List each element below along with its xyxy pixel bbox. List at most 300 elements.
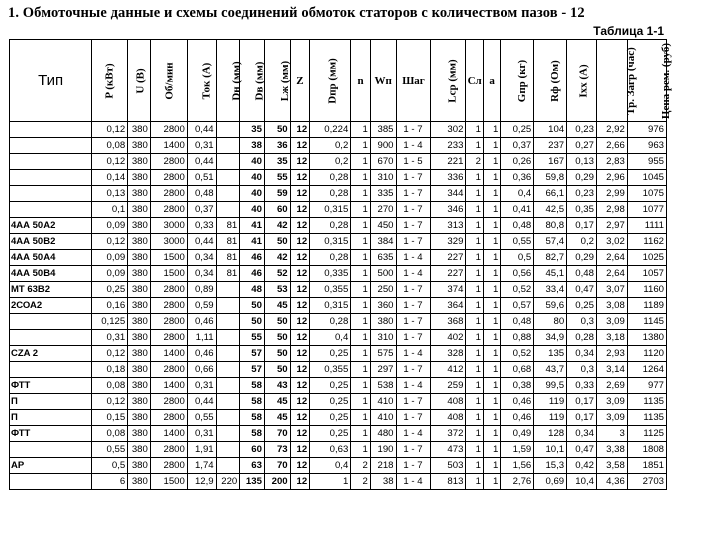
table-cell: 1 xyxy=(466,282,483,298)
table-cell: 42 xyxy=(264,250,290,266)
table-cell xyxy=(216,202,240,218)
table-cell: 0,52 xyxy=(501,346,534,362)
motor-type-cell: CZA 2 xyxy=(10,346,92,362)
column-header: Ток (А) xyxy=(187,40,216,122)
table-cell: 1 - 4 xyxy=(396,378,431,394)
table-cell: 0,57 xyxy=(501,298,534,314)
table-cell: 0,36 xyxy=(501,170,534,186)
table-cell: 0,69 xyxy=(534,474,567,490)
table-cell: 1 - 7 xyxy=(396,410,431,426)
table-cell: 1808 xyxy=(627,442,666,458)
table-cell: 0,335 xyxy=(310,266,351,282)
table-cell: 0,12 xyxy=(92,154,128,170)
table-cell: 1,11 xyxy=(187,330,216,346)
table-cell: 0,13 xyxy=(92,186,128,202)
table-cell: 0,89 xyxy=(187,282,216,298)
table-cell: 380 xyxy=(128,426,151,442)
table-cell: 3000 xyxy=(150,218,187,234)
table-cell: 237 xyxy=(534,138,567,154)
table-cell: 0,55 xyxy=(501,234,534,250)
table-cell: 0,49 xyxy=(501,426,534,442)
table-cell: 1500 xyxy=(150,250,187,266)
table-cell: 3,02 xyxy=(596,234,627,250)
table-row xyxy=(10,378,667,394)
table-row xyxy=(10,266,667,282)
table-row xyxy=(10,314,667,330)
table-cell: 1 xyxy=(483,186,500,202)
table-cell: 0,3 xyxy=(567,314,597,330)
table-cell: 0,16 xyxy=(92,298,128,314)
table-cell: 1 xyxy=(351,250,371,266)
table-cell: 0,09 xyxy=(92,218,128,234)
table-cell: 45 xyxy=(264,298,290,314)
table-cell: 380 xyxy=(128,298,151,314)
motor-type-cell: ФТТ xyxy=(10,426,92,442)
table-cell: 2800 xyxy=(150,122,187,138)
table-cell: 0,17 xyxy=(567,218,597,234)
table-cell: 380 xyxy=(128,122,151,138)
table-cell: 380 xyxy=(128,234,151,250)
table-cell: 0,4 xyxy=(501,186,534,202)
table-cell: 1 xyxy=(351,186,371,202)
winding-data-table xyxy=(9,39,672,490)
table-cell: 380 xyxy=(128,202,151,218)
table-cell: 81 xyxy=(216,266,240,282)
table-cell: 12 xyxy=(290,378,310,394)
table-cell: 1 - 7 xyxy=(396,234,431,250)
table-cell: 0,08 xyxy=(92,138,128,154)
table-cell: 1 xyxy=(466,362,483,378)
table-cell: 380 xyxy=(128,282,151,298)
table-cell: 1 xyxy=(466,266,483,282)
table-cell: 1 xyxy=(351,394,371,410)
table-cell: 38 xyxy=(240,138,265,154)
table-cell: 227 xyxy=(431,250,466,266)
table-row xyxy=(10,202,667,218)
table-cell: 0,33 xyxy=(567,378,597,394)
table-cell: 40 xyxy=(240,154,265,170)
table-cell: 58 xyxy=(240,378,265,394)
table-cell: 1 xyxy=(483,282,500,298)
table-cell: 1 - 7 xyxy=(396,186,431,202)
table-cell: 218 xyxy=(370,458,396,474)
table-cell: 0,56 xyxy=(501,266,534,282)
table-cell: 40 xyxy=(240,202,265,218)
table-cell: 0,68 xyxy=(501,362,534,378)
table-cell: 42 xyxy=(264,218,290,234)
table-cell xyxy=(216,122,240,138)
table-cell: 1 xyxy=(466,234,483,250)
table-cell: 50 xyxy=(264,346,290,362)
table-cell: 380 xyxy=(128,314,151,330)
table-cell: 1 xyxy=(483,442,500,458)
table-cell: 48 xyxy=(240,282,265,298)
table-cell: 2,92 xyxy=(596,122,627,138)
table-cell: 0,37 xyxy=(501,138,534,154)
table-cell: 0,23 xyxy=(567,122,597,138)
table-cell: 15,3 xyxy=(534,458,567,474)
motor-type-cell: 4АА 50В2 xyxy=(10,234,92,250)
motor-type-cell: 4АА 50А4 xyxy=(10,250,92,266)
table-cell: 35 xyxy=(240,122,265,138)
table-cell: 57 xyxy=(240,346,265,362)
table-cell: 2800 xyxy=(150,170,187,186)
motor-type-cell: АР xyxy=(10,458,92,474)
table-row xyxy=(10,122,667,138)
table-cell: 380 xyxy=(128,362,151,378)
table-cell: 1 - 7 xyxy=(396,282,431,298)
table-cell: 10,1 xyxy=(534,442,567,458)
table-cell: 12,9 xyxy=(187,474,216,490)
table-cell: 1 xyxy=(483,266,500,282)
table-cell: 1 xyxy=(466,218,483,234)
table-cell: 60 xyxy=(240,442,265,458)
table-cell: 0,28 xyxy=(310,186,351,202)
table-cell: 1 xyxy=(466,250,483,266)
table-cell: 0,37 xyxy=(187,202,216,218)
table-cell: 50 xyxy=(264,122,290,138)
motor-type-cell xyxy=(10,362,92,378)
table-cell: 0,315 xyxy=(310,234,351,250)
column-header: Цена рем. (руб) xyxy=(627,40,666,122)
table-cell: 57,4 xyxy=(534,234,567,250)
table-cell xyxy=(216,170,240,186)
motor-type-cell xyxy=(10,122,92,138)
table-cell: 1 xyxy=(351,298,371,314)
table-cell: 1 xyxy=(483,378,500,394)
table-cell: 12 xyxy=(290,266,310,282)
table-cell: 0,46 xyxy=(501,410,534,426)
motor-type-cell: П xyxy=(10,410,92,426)
table-cell: 1380 xyxy=(627,330,666,346)
column-header: Z xyxy=(290,40,310,122)
table-cell: 59,8 xyxy=(534,170,567,186)
table-cell: 380 xyxy=(128,378,151,394)
table-cell: 329 xyxy=(431,234,466,250)
table-cell xyxy=(216,378,240,394)
table-cell: 635 xyxy=(370,250,396,266)
table-cell: 1851 xyxy=(627,458,666,474)
table-cell: 1 - 7 xyxy=(396,170,431,186)
table-cell xyxy=(216,314,240,330)
table-cell: 1135 xyxy=(627,410,666,426)
table-cell: 1045 xyxy=(627,170,666,186)
table-cell: 1 - 7 xyxy=(396,314,431,330)
table-cell: 57 xyxy=(240,362,265,378)
column-header: Шаг xyxy=(396,40,431,122)
column-header: Тр. Загр (час) xyxy=(596,40,627,122)
table-cell: 0,44 xyxy=(187,122,216,138)
table-cell: 0,34 xyxy=(567,346,597,362)
table-cell: 3,08 xyxy=(596,298,627,314)
table-cell: 12 xyxy=(290,298,310,314)
table-cell: 380 xyxy=(128,186,151,202)
table-cell: 1 xyxy=(351,346,371,362)
table-cell: 0,25 xyxy=(567,298,597,314)
table-cell: 12 xyxy=(290,154,310,170)
table-cell: 346 xyxy=(431,202,466,218)
table-cell: 1400 xyxy=(150,138,187,154)
table-cell: 12 xyxy=(290,122,310,138)
table-cell: 135 xyxy=(240,474,265,490)
table-cell: 270 xyxy=(370,202,396,218)
table-cell: 12 xyxy=(290,458,310,474)
table-cell: 1400 xyxy=(150,426,187,442)
column-header: Тип xyxy=(10,40,92,122)
table-cell: 336 xyxy=(431,170,466,186)
table-cell: 55 xyxy=(264,170,290,186)
table-cell: 2,96 xyxy=(596,170,627,186)
table-cell: 2800 xyxy=(150,410,187,426)
table-cell: 0,09 xyxy=(92,250,128,266)
table-cell: 259 xyxy=(431,378,466,394)
table-cell: 963 xyxy=(627,138,666,154)
table-cell: 1 xyxy=(483,426,500,442)
table-cell: 0,59 xyxy=(187,298,216,314)
table-cell: 0,08 xyxy=(92,426,128,442)
table-cell: 1189 xyxy=(627,298,666,314)
table-cell: 1 xyxy=(351,218,371,234)
table-cell: 0,17 xyxy=(567,394,597,410)
table-cell: 50 xyxy=(240,314,265,330)
motor-type-cell xyxy=(10,186,92,202)
table-cell: 0,88 xyxy=(501,330,534,346)
table-cell: 0,31 xyxy=(187,138,216,154)
table-cell: 0,55 xyxy=(187,410,216,426)
table-cell: 380 xyxy=(128,474,151,490)
table-cell: 1 - 7 xyxy=(396,298,431,314)
table-cell: 0,26 xyxy=(501,154,534,170)
table-cell: 0,2 xyxy=(310,154,351,170)
table-cell: 0,48 xyxy=(567,266,597,282)
table-row xyxy=(10,362,667,378)
table-cell: 1125 xyxy=(627,426,666,442)
table-cell: 1400 xyxy=(150,346,187,362)
table-cell: 473 xyxy=(431,442,466,458)
table-cell: 1 xyxy=(466,330,483,346)
table-cell: 1 - 4 xyxy=(396,426,431,442)
table-cell xyxy=(216,138,240,154)
table-cell: 2800 xyxy=(150,458,187,474)
table-cell: 3000 xyxy=(150,234,187,250)
table-cell: 12 xyxy=(290,330,310,346)
table-cell: 1 xyxy=(466,394,483,410)
table-cell: 503 xyxy=(431,458,466,474)
table-cell xyxy=(216,282,240,298)
table-cell: 10,4 xyxy=(567,474,597,490)
table-cell: 2,69 xyxy=(596,378,627,394)
table-cell: 0,66 xyxy=(187,362,216,378)
motor-type-cell xyxy=(10,170,92,186)
motor-type-cell: 4АА 50В4 xyxy=(10,266,92,282)
table-row xyxy=(10,426,667,442)
column-header: Dпр (мм) xyxy=(310,40,351,122)
table-cell: 380 xyxy=(128,138,151,154)
table-cell: 1 xyxy=(351,266,371,282)
column-header: U (В) xyxy=(128,40,151,122)
table-cell: 3,07 xyxy=(596,282,627,298)
column-header: Gпр (кг) xyxy=(501,40,534,122)
table-cell: 12 xyxy=(290,442,310,458)
table-cell: 1075 xyxy=(627,186,666,202)
table-cell: 41 xyxy=(240,234,265,250)
table-cell: 408 xyxy=(431,410,466,426)
table-cell: 2800 xyxy=(150,330,187,346)
table-cell: 6 xyxy=(92,474,128,490)
table-cell: 12 xyxy=(290,282,310,298)
table-cell: 1 xyxy=(310,474,351,490)
table-cell: 4,36 xyxy=(596,474,627,490)
table-cell: 40 xyxy=(240,170,265,186)
table-cell: 0,14 xyxy=(92,170,128,186)
table-cell: 1 xyxy=(351,410,371,426)
table-cell: 50 xyxy=(264,362,290,378)
table-cell: 250 xyxy=(370,282,396,298)
column-header: Iхх (А) xyxy=(567,40,597,122)
table-cell: 1077 xyxy=(627,202,666,218)
table-cell: 0,35 xyxy=(567,202,597,218)
table-cell: 81 xyxy=(216,234,240,250)
table-cell: 385 xyxy=(370,122,396,138)
table-cell: 35 xyxy=(264,154,290,170)
table-cell: 900 xyxy=(370,138,396,154)
table-cell: 45 xyxy=(264,410,290,426)
table-cell: 128 xyxy=(534,426,567,442)
table-cell: 42,5 xyxy=(534,202,567,218)
table-cell: 313 xyxy=(431,218,466,234)
table-cell: 2800 xyxy=(150,442,187,458)
table-cell: 2800 xyxy=(150,362,187,378)
table-caption: Таблица 1-1 xyxy=(593,24,664,38)
table-cell: 50 xyxy=(264,234,290,250)
table-cell: 0,4 xyxy=(310,458,351,474)
table-cell: 0,315 xyxy=(310,202,351,218)
table-cell: 0,5 xyxy=(92,458,128,474)
table-cell: 2800 xyxy=(150,154,187,170)
column-header: Dн (мм) xyxy=(216,40,240,122)
motor-type-cell: ФТТ xyxy=(10,378,92,394)
table-cell: 1145 xyxy=(627,314,666,330)
table-cell: 36 xyxy=(264,138,290,154)
table-cell: 1 xyxy=(351,426,371,442)
table-cell: 12 xyxy=(290,314,310,330)
table-cell: 0,28 xyxy=(310,170,351,186)
table-cell: 1 xyxy=(351,138,371,154)
table-cell: 40 xyxy=(240,186,265,202)
table-cell: 380 xyxy=(128,394,151,410)
table-row xyxy=(10,186,667,202)
table-cell xyxy=(216,154,240,170)
table-cell: 1,74 xyxy=(187,458,216,474)
column-header: Сл xyxy=(466,40,483,122)
table-cell: 1 xyxy=(466,202,483,218)
table-cell: 3,18 xyxy=(596,330,627,346)
table-cell: 233 xyxy=(431,138,466,154)
table-cell: 0,12 xyxy=(92,346,128,362)
table-cell: 50 xyxy=(264,314,290,330)
table-cell: 380 xyxy=(128,442,151,458)
table-cell: 0,51 xyxy=(187,170,216,186)
table-cell: 0,44 xyxy=(187,234,216,250)
table-cell: 2703 xyxy=(627,474,666,490)
table-cell: 1 - 7 xyxy=(396,218,431,234)
table-cell: 58 xyxy=(240,426,265,442)
table-cell: 0,27 xyxy=(567,138,597,154)
table-cell: 46 xyxy=(240,266,265,282)
table-row xyxy=(10,394,667,410)
table-cell: 1 xyxy=(351,314,371,330)
table-cell: 0,25 xyxy=(310,394,351,410)
column-header: n xyxy=(351,40,371,122)
table-cell xyxy=(216,458,240,474)
table-cell: 0,2 xyxy=(567,234,597,250)
table-cell: 59,6 xyxy=(534,298,567,314)
table-cell: 0,25 xyxy=(310,410,351,426)
table-cell: 1400 xyxy=(150,378,187,394)
table-row xyxy=(10,410,667,426)
table-cell: 53 xyxy=(264,282,290,298)
table-cell: 0,5 xyxy=(501,250,534,266)
table-cell: 1 xyxy=(466,426,483,442)
table-cell: 0,41 xyxy=(501,202,534,218)
table-cell: 1160 xyxy=(627,282,666,298)
table-cell: 670 xyxy=(370,154,396,170)
table-cell: 1 xyxy=(351,378,371,394)
table-cell: 2,66 xyxy=(596,138,627,154)
table-cell: 2800 xyxy=(150,282,187,298)
table-row xyxy=(10,282,667,298)
table-cell xyxy=(216,346,240,362)
table-cell: 0,44 xyxy=(187,394,216,410)
table-cell: 302 xyxy=(431,122,466,138)
table-body xyxy=(10,122,667,490)
table-cell: 45,1 xyxy=(534,266,567,282)
table-cell xyxy=(216,186,240,202)
table-cell xyxy=(216,442,240,458)
table-cell: 1 xyxy=(466,170,483,186)
table-cell: 82,7 xyxy=(534,250,567,266)
table-cell: 1 xyxy=(466,410,483,426)
table-cell: 0,15 xyxy=(92,410,128,426)
table-cell: 0,28 xyxy=(310,314,351,330)
motor-type-cell: 2СОА2 xyxy=(10,298,92,314)
table-cell: 0,224 xyxy=(310,122,351,138)
table-cell: 2 xyxy=(466,154,483,170)
table-cell xyxy=(216,426,240,442)
table-cell: 43 xyxy=(264,378,290,394)
table-cell: 221 xyxy=(431,154,466,170)
table-cell: 0,31 xyxy=(92,330,128,346)
table-cell: 2800 xyxy=(150,186,187,202)
table-cell: 1 xyxy=(483,314,500,330)
table-cell: 450 xyxy=(370,218,396,234)
table-row xyxy=(10,250,667,266)
table-cell: 0,12 xyxy=(92,394,128,410)
table-cell: 0,4 xyxy=(310,330,351,346)
table-cell: 1 xyxy=(351,234,371,250)
column-header: P (кВт) xyxy=(92,40,128,122)
table-cell: 380 xyxy=(128,170,151,186)
table-cell: 364 xyxy=(431,298,466,314)
motor-type-cell: МТ 63В2 xyxy=(10,282,92,298)
column-header: Rф (Ом) xyxy=(534,40,567,122)
table-cell: 410 xyxy=(370,410,396,426)
table-cell: 410 xyxy=(370,394,396,410)
table-cell: 2,64 xyxy=(596,266,627,282)
table-cell: 12 xyxy=(290,186,310,202)
table-cell: 1025 xyxy=(627,250,666,266)
table-cell: 1264 xyxy=(627,362,666,378)
